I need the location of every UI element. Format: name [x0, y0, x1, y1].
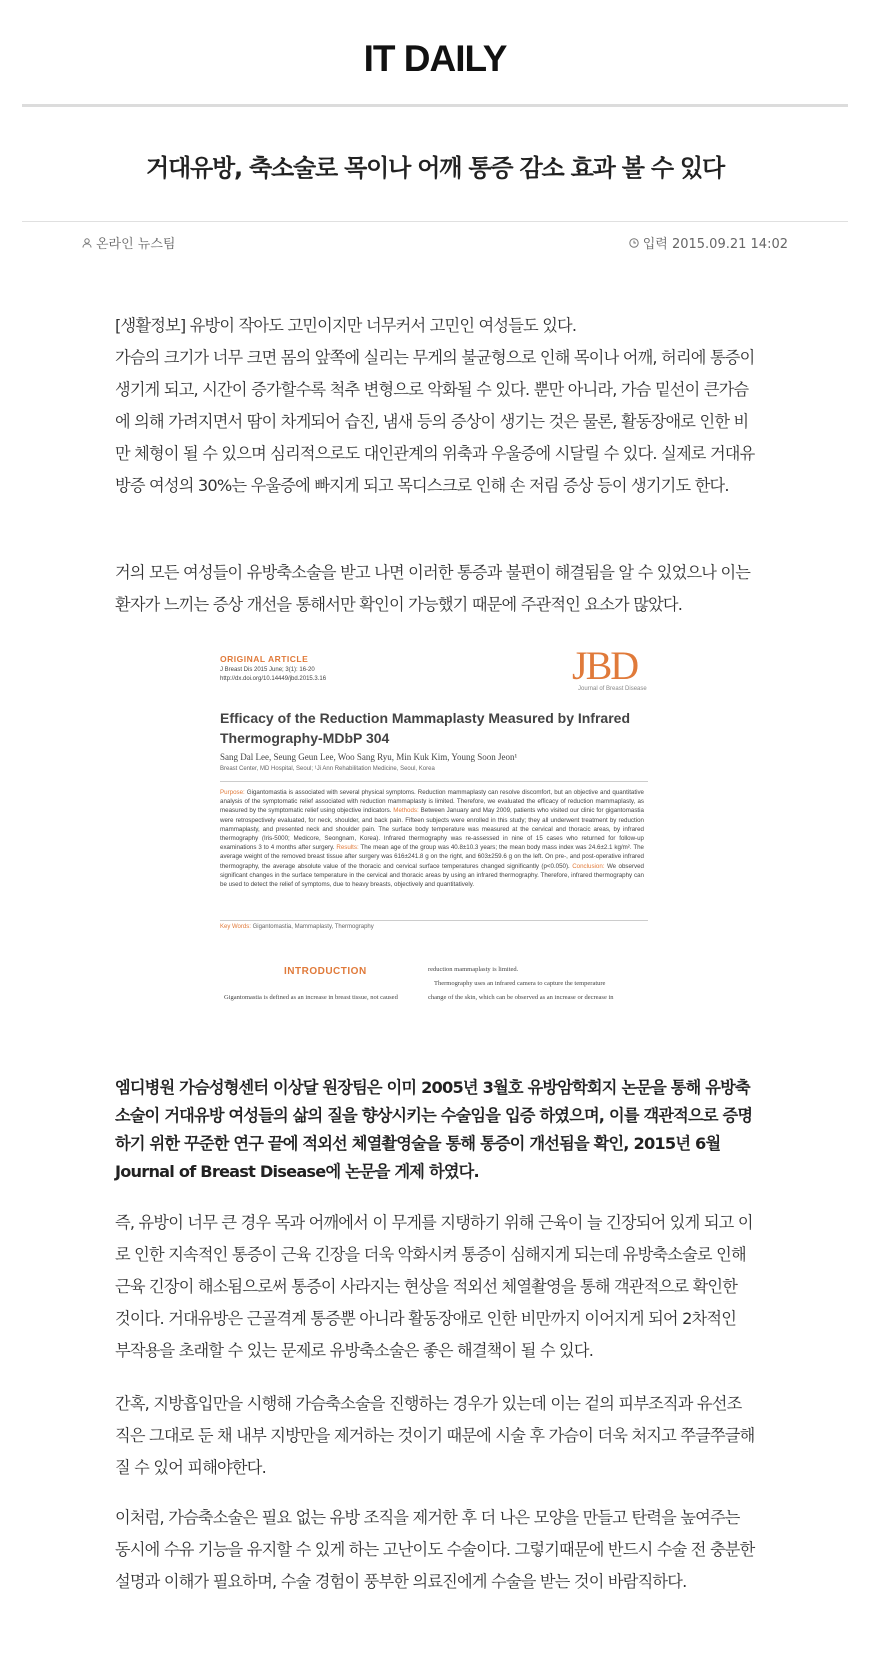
paper-label: ORIGINAL ARTICLE	[220, 654, 309, 664]
paragraph-lead: [생활정보] 유방이 작아도 고민이지만 너무커서 고민인 여성들도 있다.	[115, 316, 577, 335]
paper-divider	[220, 920, 648, 921]
paragraph-text: 거의 모든 여성들이 유방축소술을 받고 나면 이러한 통증과 불편이 해결됨을 알 수 있었으나 이는 환자가 느끼는 증상 개선을 통해서만 확인이 가능했기 때문에 주관적인 요소가 많았다.	[115, 563, 751, 614]
logo-text: IT DAILY	[363, 38, 507, 79]
paper-column-text: Thermography uses an infrared camera to capture the temperature	[434, 980, 606, 987]
site-logo[interactable]	[0, 38, 870, 80]
paper-column-text: reduction mammaplasty is limited.	[428, 966, 519, 973]
clock-icon	[629, 237, 639, 252]
journal-name: Journal of Breast Disease	[578, 686, 647, 692]
paper-keywords: Key Words: Gigantomastia, Mammaplasty, Thermography	[220, 924, 374, 930]
person-icon	[82, 237, 92, 252]
meta-divider	[22, 221, 848, 222]
header-divider	[22, 104, 848, 107]
paper-intro-heading: INTRODUCTION	[284, 966, 367, 977]
author-info	[82, 233, 175, 252]
publish-date: 입력 2015.09.21 14:02	[642, 237, 788, 252]
article-paragraph	[115, 1388, 755, 1484]
article-paragraph	[115, 557, 755, 621]
article-meta	[82, 233, 788, 253]
paper-title: Efficacy of the Reduction Mammaplasty Measured by Infrared Thermography-MDbP 304	[220, 710, 630, 746]
paper-abstract: Purpose: Gigantomastia is associated with several physical symptoms. Reduction mammaplasty can resolve discomfort, but an objective and quantitative analysis of the symptomatic relief associated with reduction mammaplasty is limited. Therefore, we evaluated the efficacy of reduction mammaplasty, as measured by the symptomatic relief using objective indicators. Methods: Between January and May 2009, patients who visited our clinic for gigantomastia were retrospectively evaluated, for neck, shoulder, and back pain. Fifteen subjects were enrolled in this study; they all underwent treatment by reduction mammaplasty, and presented neck and shoulder pain. The surface body temperature was measured at the cervical and thoracic areas, by infrared thermography (Iris-5000; Medicore, Seongnam, Korea). Infrared thermography was re-assessed in nine of 15 cases who returned for follow-up examinations 3 to 4 months after surgery. Results: The mean age of the group was 40.8±10.3 years; the mean body mass index was 24.6±2.1 kg/m². The average weight of the removed breast tissue after surgery was 616±241.8 g on the right, and 603±259.6 g on the left. On pre-, and post-operative infrared thermography, the average absolute value of the thoracic and cervical surface temperatures changed significantly (p<0.050). Conclusion: We observed significant changes in the surface temperature in the cervical and thoracic areas by using an infrared thermography. Therefore, infrared thermography can be used to detect the relief of symptoms, due to heavy breasts, objectively and quantitatively.	[220, 789, 644, 889]
paper-doi: http://dx.doi.org/10.14449/jbd.2015.3.16	[220, 676, 327, 682]
date-info	[629, 233, 788, 252]
paper-citation: J Breast Dis 2015 June; 3(1): 16-20	[220, 667, 315, 673]
paragraph-text: 즉, 유방이 너무 큰 경우 목과 어깨에서 이 무게를 지탱하기 위해 근육이 늘 긴장되어 있게 되고 이로 인한 지속적인 통증이 근육 긴장을 더욱 악화시켜 통증이 심해지게 되는데 유방축소술로 인해 근육 긴장이 해소됨으로써 통증이 사라지는 현상을 적외선 체열촬영을 통해 객관적으로 확인한 것이다. 거대유방은 근골격계 통증뿐 아니라 활동장애로 인한 비만까지 이어지게 되어 2차적인 부작용을 초래할 수 있는 문제로 유방축소술은 좋은 해결책이 될 수 있다.	[115, 1213, 753, 1360]
paragraph-text: 가슴의 크기가 너무 크면 몸의 앞쪽에 실리는 무게의 불균형으로 인해 목이나 어깨, 허리에 통증이 생기게 되고, 시간이 증가할수록 척추 변형으로 악화될 수 있다. 뿐만 아니라, 가슴 밑선이 큰가슴에 의해 가려지면서 땀이 차게되어 습진, 냄새 등의 증상이 생기는 것은 물론, 활동장애로 인한 비만 체형이 될 수 있으며 심리적으로도 대인관계의 위축과 우울증에 시달릴 수 있다. 실제로 거대유방증 여성의 30%는 우울증에 빠지게 되고 목디스크로 인해 손 저림 증상 등이 생기기도 한다.	[115, 348, 755, 495]
journal-logo: JBD	[572, 643, 638, 688]
paper-image	[216, 640, 654, 1015]
paper-authors: Sang Dal Lee, Seung Geun Lee, Woo Sang Ryu, Min Kuk Kim, Young Soon Jeon¹	[220, 752, 518, 762]
article-headline: 거대유방, 축소술로 목이나 어깨 통증 감소 효과 볼 수 있다	[146, 154, 724, 182]
paragraph-text: 이처럼, 가슴축소술은 필요 없는 유방 조직을 제거한 후 더 나은 모양을 만들고 탄력을 높여주는 동시에 수유 기능을 유지할 수 있게 하는 고난이도 수술이다. 그렇기때문에 반드시 수술 전 충분한 설명과 이해가 필요하며, 수술 경험이 풍부한 의료진에게 수술을 받는 것이 바람직하다.	[115, 1508, 755, 1591]
site-header	[0, 0, 870, 107]
paper-column-text: Gigantomastia is defined as an increase in breast tissue, not caused	[224, 994, 398, 1001]
paper-column-text: change of the skin, which can be observed as an increase or decrease in	[428, 994, 614, 1001]
paragraph-text: 엠디병원 가슴성형센터 이상달 원장팀은 이미 2005년 3월호 유방암학회지 논문을 통해 유방축소술이 거대유방 여성들의 삶의 질을 향상시키는 수술임을 입증 하였으며, 이를 객관적으로 증명하기 위한 꾸준한 연구 끝에 적외선 체열촬영술을 통해 통증이 개선됨을 확인, 2015년 6월 Journal of Breast Disease에 논문을 게제 하였다.	[115, 1078, 753, 1181]
paragraph-text: 간혹, 지방흡입만을 시행해 가슴축소술을 진행하는 경우가 있는데 이는 겉의 피부조직과 유선조직은 그대로 둔 채 내부 지방만을 제거하는 것이기 때문에 시술 후 가슴이 더욱 처지고 쭈글쭈글해질 수 있어 피해야한다.	[115, 1394, 755, 1477]
article-paragraph	[115, 1207, 755, 1367]
author-name: 온라인 뉴스팀	[96, 237, 176, 252]
article-paragraph	[115, 1502, 755, 1598]
article-paragraph	[115, 310, 755, 502]
paper-affiliation: Breast Center, MD Hospital, Seoul; ¹Ji Ann Rehabilitation Medicine, Seoul, Korea	[220, 766, 435, 772]
article-paragraph-bold	[115, 1074, 755, 1186]
paper-divider	[220, 781, 648, 782]
